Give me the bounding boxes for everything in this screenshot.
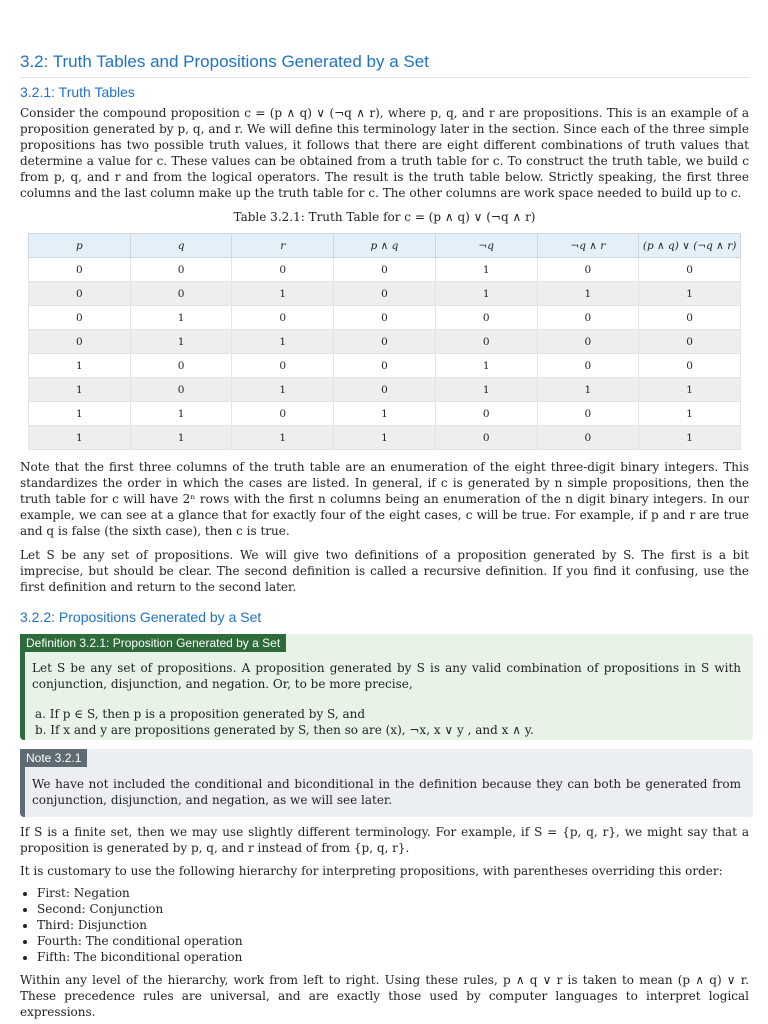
finite-set-paragraph: If S is a finite set, then we may use slightly different terminology. For example, if S = {p, q, r}, we might say that a proposition is generated by p, q, and r instead of from {p, q, r}. xyxy=(20,825,749,855)
table-cell: 0 xyxy=(334,258,436,282)
table-cell: 0 xyxy=(130,258,232,282)
table-cell: 1 xyxy=(639,378,741,402)
table-cell: 1 xyxy=(130,402,232,426)
table-row xyxy=(29,282,741,306)
table-cell: 0 xyxy=(639,354,741,378)
table-cell: 0 xyxy=(29,330,131,354)
hierarchy-intro-paragraph: It is customary to use the following hierarchy for interpreting propositions, with parentheses overriding this order: xyxy=(20,864,723,878)
table-cell: 0 xyxy=(639,330,741,354)
table-cell: 1 xyxy=(435,354,537,378)
table-cell: 0 xyxy=(232,354,334,378)
table-cell: 0 xyxy=(29,306,131,330)
table-row xyxy=(29,426,741,450)
table-header-row xyxy=(29,234,741,258)
header-cell: p ∧ q xyxy=(334,234,436,258)
table-row xyxy=(29,330,741,354)
table-cell: 0 xyxy=(435,330,537,354)
list-item: • First: Negation xyxy=(37,885,243,901)
table-cell: 0 xyxy=(537,426,639,450)
header-cell: r xyxy=(232,234,334,258)
table-cell: 0 xyxy=(29,282,131,306)
table-explanation-paragraph: Note that the first three columns of the truth table are an enumeration of the eight three-digit binary integers. This standardizes the order in which the cases are listed. In general, if c is generated by n simple propositions, then the truth table for c will have 2ⁿ rows with the first n columns being an enumeration of the n digit binary integers. In our example, we can see at a glance that for exactly four of the eight cases, c will be true. For example, if p and r are true and q is false (the sixth case), then c is true. xyxy=(20,460,749,538)
table-cell: 0 xyxy=(130,354,232,378)
table-cell: 1 xyxy=(537,378,639,402)
table-cell: 0 xyxy=(537,330,639,354)
header-cell: p xyxy=(29,234,131,258)
table-cell: 0 xyxy=(232,306,334,330)
list-item: • Third: Disjunction xyxy=(37,917,243,933)
hierarchy-list xyxy=(20,885,243,965)
definition-text: Let S be any set of propositions. A proposition generated by S is any valid combination of propositions in S with conjunction, disjunction, and negation. Or, to be more precise, xyxy=(32,661,741,691)
table-cell: 1 xyxy=(639,402,741,426)
note-box xyxy=(20,749,753,817)
table-cell: 1 xyxy=(435,258,537,282)
table-cell: 1 xyxy=(29,378,131,402)
table-cell: 1 xyxy=(232,426,334,450)
table-row xyxy=(29,306,741,330)
definition-item-a: a. If p ∈ S, then p is a proposition generated by S, and xyxy=(35,707,366,721)
table-cell: 0 xyxy=(232,402,334,426)
table-cell: 1 xyxy=(537,282,639,306)
intro-paragraph: Consider the compound proposition c = (p ∧ q) ∨ (¬q ∧ r), where p, q, and r are propositions. This is an example of a proposition generated by p, q, and r. We will define this terminology later in the section. Since each of the three simple propositions has two possible truth values, it follows that there are eight different combinations of truth values that determine a value for c. These values can be obtained from a truth table for c. To construct the truth table, we build c from p, q, and r and from the logical operators. The result is the truth table below. Strictly speaking, the first three columns and the last column make up the truth table for c. The other columns are work space needed to build up to c. xyxy=(20,106,749,200)
table-cell: 0 xyxy=(334,354,436,378)
table-cell: 0 xyxy=(232,258,334,282)
table-cell: 0 xyxy=(435,426,537,450)
note-label: Note 3.2.1 xyxy=(20,749,87,767)
table-cell: 0 xyxy=(334,330,436,354)
table-cell: 1 xyxy=(29,426,131,450)
list-item: • Second: Conjunction xyxy=(37,901,243,917)
table-cell: 1 xyxy=(232,330,334,354)
table-row xyxy=(29,258,741,282)
table-cell: 1 xyxy=(334,426,436,450)
list-item: • Fifth: The biconditional operation xyxy=(37,949,243,965)
section-heading-truth-tables: 3.2.1: Truth Tables xyxy=(20,84,135,100)
table-cell: 0 xyxy=(537,354,639,378)
table-cell: 0 xyxy=(29,258,131,282)
table-cell: 0 xyxy=(435,306,537,330)
table-cell: 0 xyxy=(435,402,537,426)
definition-label: Definition 3.2.1: Proposition Generated by a Set xyxy=(20,634,286,652)
header-cell: q xyxy=(130,234,232,258)
table-caption: Table 3.2.1: Truth Table for c = (p ∧ q) ∨ (¬q ∧ r) xyxy=(233,210,536,224)
table-cell: 1 xyxy=(435,378,537,402)
table-row xyxy=(29,402,741,426)
header-cell: ¬q ∧ r xyxy=(537,234,639,258)
table-cell: 1 xyxy=(130,426,232,450)
table-cell: 0 xyxy=(130,282,232,306)
table-cell: 1 xyxy=(334,402,436,426)
page-title: 3.2: Truth Tables and Propositions Generated by a Set xyxy=(20,51,750,78)
table-cell: 0 xyxy=(639,306,741,330)
note-text: We have not included the conditional and biconditional in the definition because they can both be generated from conjunction, disjunction, and negation, as we will see later. xyxy=(32,777,741,807)
header-cell: ¬q xyxy=(435,234,537,258)
table-body xyxy=(29,258,741,450)
table-cell: 0 xyxy=(639,258,741,282)
table-cell: 1 xyxy=(639,426,741,450)
table-cell: 1 xyxy=(130,330,232,354)
table-cell: 1 xyxy=(29,402,131,426)
section-heading-propositions-generated: 3.2.2: Propositions Generated by a Set xyxy=(20,609,262,625)
table-row xyxy=(29,378,741,402)
table-cell: 1 xyxy=(435,282,537,306)
table-cell: 1 xyxy=(232,282,334,306)
table-cell: 0 xyxy=(537,258,639,282)
table-cell: 0 xyxy=(537,402,639,426)
table-cell: 0 xyxy=(334,282,436,306)
table-cell: 0 xyxy=(334,378,436,402)
table-cell: 1 xyxy=(29,354,131,378)
precedence-paragraph: Within any level of the hierarchy, work from left to right. Using these rules, p ∧ q ∨ r is taken to mean (p ∧ q) ∨ r. These precedence rules are universal, and are exactly those used by computer languages to interpret logical expressions. xyxy=(20,973,749,1019)
table-cell: 0 xyxy=(334,306,436,330)
truth-table xyxy=(28,233,741,450)
list-item: • Fourth: The conditional operation xyxy=(37,933,243,949)
table-cell: 1 xyxy=(639,282,741,306)
definition-box xyxy=(20,634,753,740)
table-cell: 0 xyxy=(537,306,639,330)
set-definition-intro-paragraph: Let S be any set of propositions. We will give two definitions of a proposition generated by S. The first is a bit imprecise, but should be clear. The second definition is called a recursive definition. If you find it confusing, use the first definition and return to the second later. xyxy=(20,548,749,594)
header-cell: (p ∧ q) ∨ (¬q ∧ r) xyxy=(639,234,741,258)
table-cell: 0 xyxy=(130,378,232,402)
definition-item-b: b. If x and y are propositions generated by S, then so are (x), ¬x, x ∨ y , and x ∧ y. xyxy=(35,723,534,737)
table-row xyxy=(29,354,741,378)
table-cell: 1 xyxy=(232,378,334,402)
table-cell: 1 xyxy=(130,306,232,330)
